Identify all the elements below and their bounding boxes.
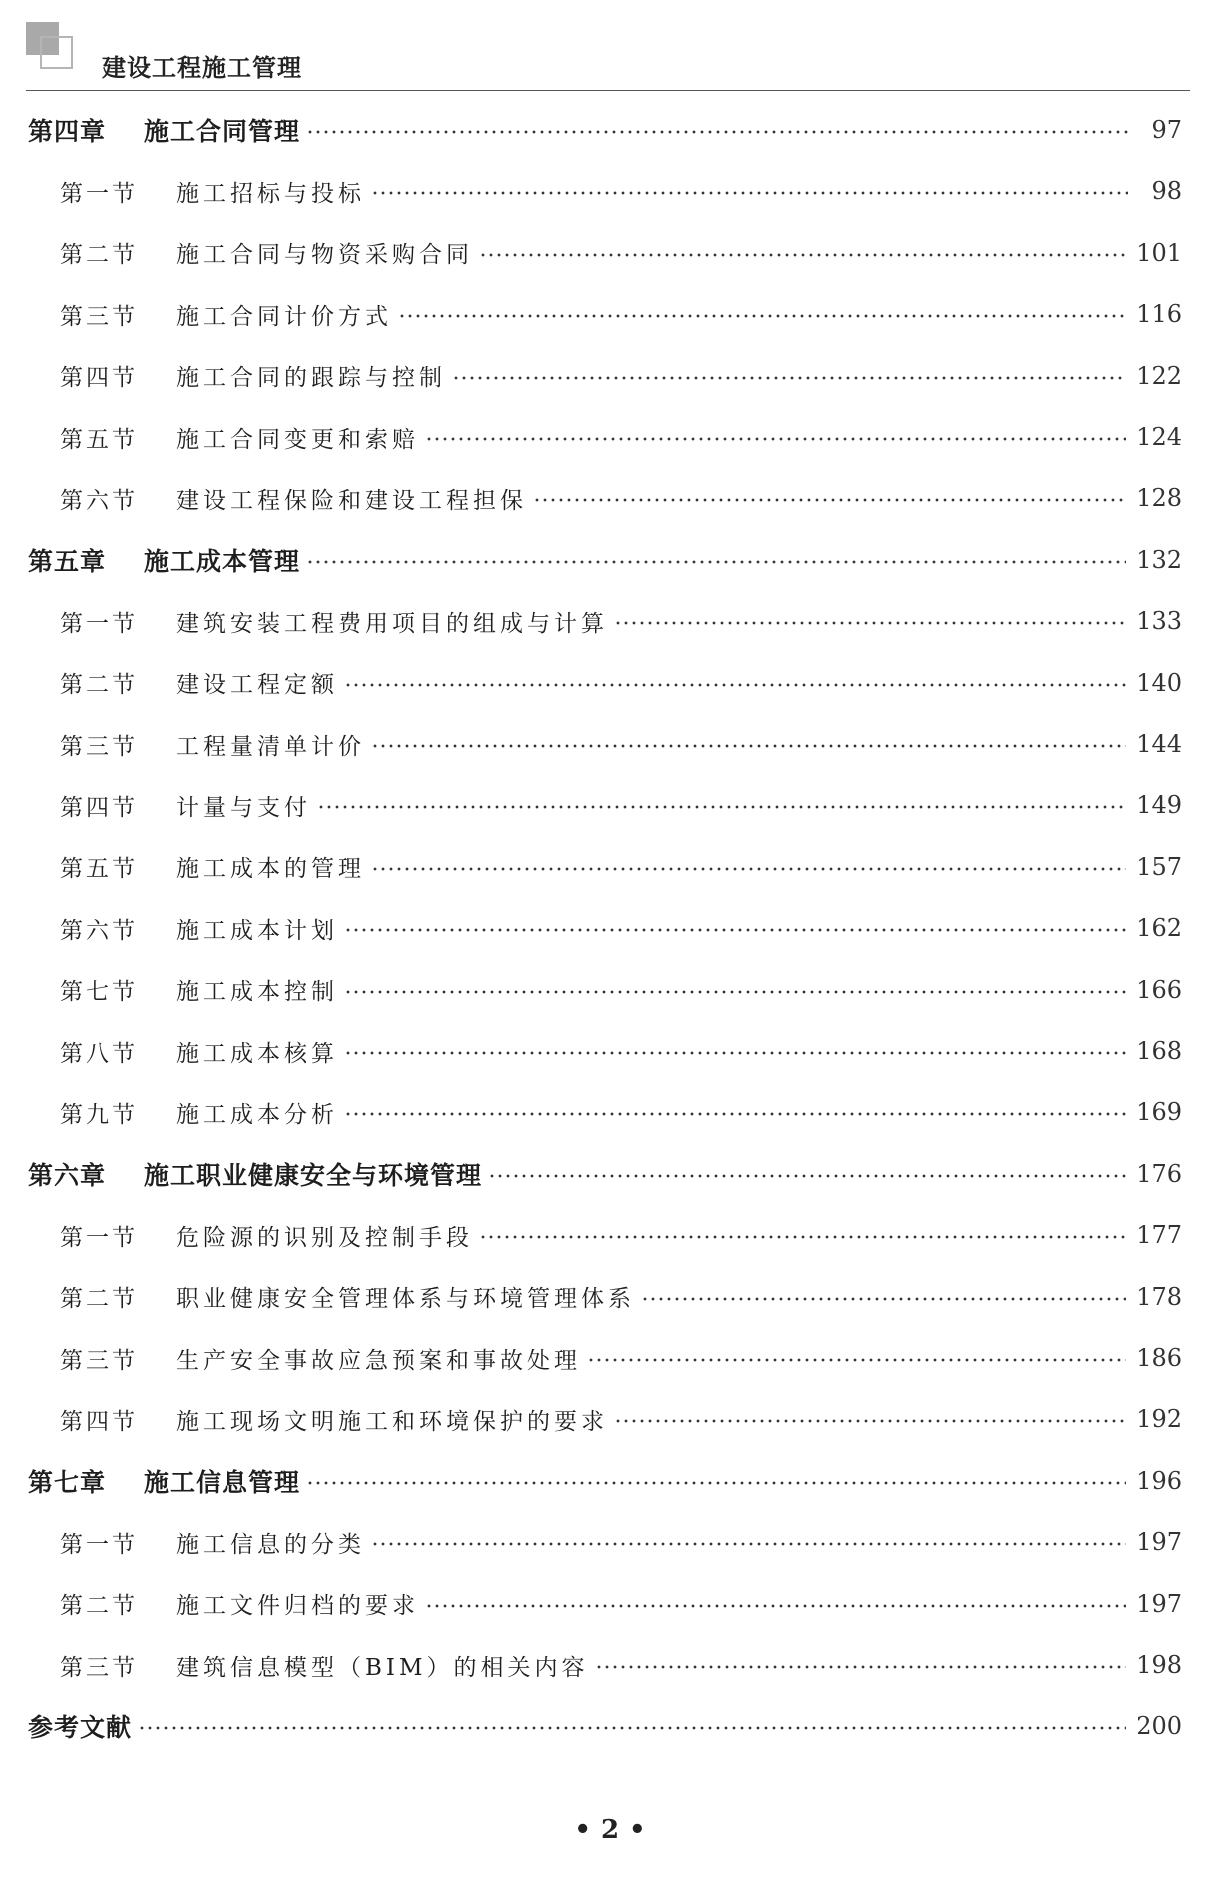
- section-number: 第八节: [60, 1040, 138, 1067]
- section-title: 施工招标与投标: [176, 180, 365, 207]
- page-number: 2: [600, 1815, 620, 1845]
- page-footer: [0, 1815, 1220, 1845]
- toc-section-entry[interactable]: [60, 356, 1182, 396]
- dot-leader: [344, 1050, 1126, 1056]
- section-number: 第二节: [60, 242, 138, 269]
- dot-leader: [488, 1173, 1126, 1179]
- toc-section-entry[interactable]: [60, 233, 1182, 273]
- section-number: 第一节: [60, 610, 138, 637]
- page-number-ref: 97: [1151, 116, 1182, 144]
- toc-section-entry[interactable]: [60, 1031, 1182, 1071]
- toc-section-entry[interactable]: [60, 1522, 1182, 1562]
- toc-section-entry[interactable]: [60, 1338, 1182, 1378]
- section-number: 第七节: [60, 979, 138, 1006]
- dot-leader: [371, 866, 1126, 872]
- page-number-ref: 133: [1136, 607, 1182, 636]
- toc-chapter-entry[interactable]: [28, 1154, 1182, 1194]
- section-title: 施工合同与物资采购合同: [176, 242, 473, 269]
- page-number-ref: 200: [1136, 1712, 1182, 1741]
- toc-section-entry[interactable]: [60, 1584, 1182, 1624]
- toc-section-entry[interactable]: [60, 171, 1182, 211]
- page-number-ref: 168: [1136, 1037, 1182, 1065]
- dot-leader: [452, 375, 1126, 381]
- section-number: 第三节: [60, 1654, 138, 1681]
- section-title: 施工成本核算: [176, 1040, 338, 1067]
- dot-leader: [306, 1480, 1126, 1486]
- dot-leader: [344, 1111, 1126, 1117]
- page-number-ref: 98: [1151, 177, 1182, 206]
- page-number-ref: 116: [1136, 300, 1182, 329]
- page-number-ref: 124: [1136, 423, 1182, 451]
- dot-leader: [344, 989, 1126, 995]
- section-number: 第二节: [60, 1286, 138, 1313]
- section-number: 第五节: [60, 426, 138, 453]
- dot-leader: [344, 682, 1126, 688]
- running-header: [26, 22, 1190, 92]
- dot-leader: [317, 804, 1126, 810]
- footer-dot-left: •: [574, 1815, 591, 1845]
- section-number: 第三节: [60, 1347, 138, 1374]
- chapter-number: 第六章: [28, 1160, 107, 1190]
- toc-section-entry[interactable]: [60, 1215, 1182, 1255]
- header-divider: [26, 90, 1190, 91]
- dot-leader: [587, 1357, 1126, 1363]
- page-number-ref: 177: [1136, 1221, 1182, 1250]
- chapter-number: 第五章: [28, 546, 107, 576]
- chapter-number: 第四章: [28, 117, 107, 146]
- toc-section-entry[interactable]: [60, 1277, 1182, 1317]
- section-title: 施工成本计划: [176, 917, 338, 944]
- section-number: 第一节: [60, 180, 138, 207]
- section-number: 第四节: [60, 794, 138, 821]
- chapter-title: 施工职业健康安全与环境管理: [144, 1160, 483, 1190]
- dot-leader: [425, 436, 1126, 442]
- page-number-ref: 122: [1136, 361, 1182, 390]
- section-title: 工程量清单计价: [176, 733, 365, 760]
- section-number: 第一节: [60, 1224, 138, 1251]
- section-title: 建筑安装工程费用项目的组成与计算: [176, 610, 608, 637]
- page-number-ref: 186: [1136, 1344, 1182, 1372]
- chapter-title: 施工合同管理: [144, 117, 301, 146]
- dot-leader: [614, 620, 1126, 626]
- chapter-number: 参考文献: [28, 1713, 133, 1743]
- page-number-ref: 132: [1136, 545, 1182, 574]
- page-number-ref: 162: [1136, 914, 1182, 943]
- section-number: 第二节: [60, 672, 138, 699]
- page-number-ref: 197: [1136, 1528, 1182, 1557]
- page-number-ref: 101: [1136, 238, 1182, 267]
- section-number: 第九节: [60, 1101, 138, 1128]
- section-title: 施工信息的分类: [176, 1531, 365, 1558]
- dot-leader: [371, 190, 1128, 196]
- page-number-ref: 196: [1136, 1466, 1182, 1495]
- dot-leader: [306, 559, 1126, 565]
- section-number: 第一节: [60, 1531, 138, 1558]
- section-title: 施工文件归档的要求: [176, 1593, 419, 1620]
- dot-leader: [371, 1541, 1126, 1547]
- section-title: 施工合同的跟踪与控制: [176, 365, 446, 392]
- dot-leader: [479, 252, 1126, 258]
- section-title: 危险源的识别及控制手段: [176, 1224, 473, 1251]
- toc-section-entry[interactable]: [60, 601, 1182, 641]
- toc-chapter-entry[interactable]: [28, 110, 1182, 150]
- section-title: 施工合同计价方式: [176, 303, 392, 330]
- toc-section-entry[interactable]: [60, 908, 1182, 948]
- dot-leader: [533, 497, 1126, 503]
- book-title: 建设工程施工管理: [102, 54, 302, 82]
- dot-leader: [425, 1603, 1126, 1609]
- footer-dot-right: •: [629, 1815, 646, 1845]
- toc-section-entry[interactable]: [60, 785, 1182, 825]
- page-number-ref: 140: [1136, 668, 1182, 697]
- page-number-ref: 157: [1136, 852, 1182, 881]
- toc-chapter-entry[interactable]: [28, 1706, 1182, 1746]
- section-title: 施工成本控制: [176, 979, 338, 1006]
- dot-leader: [398, 313, 1126, 319]
- toc-section-entry[interactable]: [60, 970, 1182, 1010]
- section-number: 第六节: [60, 917, 138, 944]
- page-number-ref: 169: [1136, 1098, 1182, 1127]
- toc-section-entry[interactable]: [60, 847, 1182, 887]
- section-number: 第三节: [60, 303, 138, 330]
- page-number-ref: 144: [1136, 730, 1182, 758]
- toc-section-entry[interactable]: [60, 1092, 1182, 1132]
- chapter-number: 第七章: [28, 1467, 107, 1497]
- dot-leader: [306, 129, 1128, 135]
- section-title: 生产安全事故应急预案和事故处理: [176, 1347, 581, 1374]
- dot-leader: [595, 1664, 1127, 1670]
- dot-leader: [479, 1234, 1126, 1240]
- section-title: 施工成本分析: [176, 1101, 338, 1128]
- dot-leader: [344, 927, 1126, 933]
- page-number-ref: 178: [1136, 1282, 1182, 1311]
- section-number: 第四节: [60, 365, 138, 392]
- section-title: 建筑信息模型（BIM）的相关内容: [176, 1654, 589, 1681]
- chapter-title: 施工信息管理: [144, 1467, 301, 1497]
- toc-section-entry[interactable]: [60, 294, 1182, 334]
- section-number: 第五节: [60, 856, 138, 883]
- section-title: 职业健康安全管理体系与环境管理体系: [176, 1286, 635, 1313]
- toc-section-entry[interactable]: [60, 1645, 1182, 1685]
- section-number: 第二节: [60, 1593, 138, 1620]
- page-number-ref: 128: [1136, 484, 1182, 513]
- page-number-ref: 166: [1136, 975, 1182, 1004]
- dot-leader: [138, 1725, 1126, 1731]
- dot-leader: [614, 1418, 1126, 1424]
- page-number-ref: 198: [1136, 1651, 1182, 1679]
- dot-leader: [371, 743, 1126, 749]
- section-number: 第四节: [60, 1408, 138, 1435]
- toc-section-entry[interactable]: [60, 417, 1182, 457]
- toc-chapter-entry[interactable]: [28, 540, 1182, 580]
- section-title: 建设工程保险和建设工程担保: [176, 487, 527, 514]
- toc-section-entry[interactable]: [60, 478, 1182, 518]
- section-number: 第六节: [60, 487, 138, 514]
- toc-section-entry[interactable]: [60, 724, 1182, 764]
- section-title: 施工现场文明施工和环境保护的要求: [176, 1408, 608, 1435]
- chapter-title: 施工成本管理: [144, 546, 301, 576]
- toc-section-entry[interactable]: [60, 1399, 1182, 1439]
- section-number: 第三节: [60, 733, 138, 760]
- toc-chapter-entry[interactable]: [28, 1461, 1182, 1501]
- section-title: 施工成本的管理: [176, 856, 365, 883]
- page-number-ref: 149: [1136, 791, 1182, 820]
- section-title: 计量与支付: [176, 794, 311, 821]
- toc-section-entry[interactable]: [60, 663, 1182, 703]
- page-number-ref: 192: [1136, 1405, 1182, 1434]
- section-title: 施工合同变更和索赔: [176, 426, 419, 453]
- section-title: 建设工程定额: [176, 672, 338, 699]
- header-square-icon: [26, 22, 74, 70]
- dot-leader: [641, 1296, 1126, 1302]
- page-number-ref: 176: [1136, 1159, 1182, 1188]
- page-number-ref: 197: [1136, 1589, 1182, 1618]
